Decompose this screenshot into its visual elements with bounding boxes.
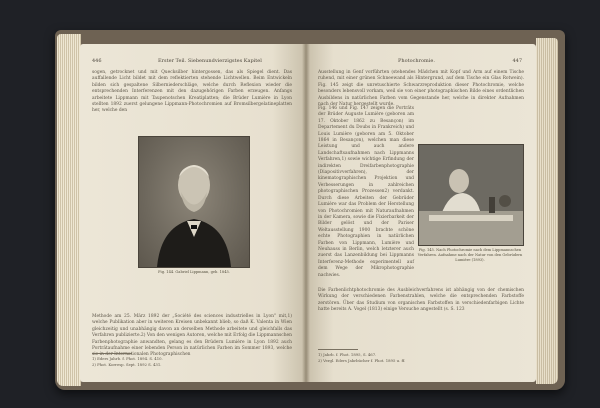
page-edges-right (536, 38, 558, 384)
left-page (80, 44, 306, 382)
paragraph: Methode am 25. März 1892 der „Société des sciences industrielles in Lyon" mit,1) welche Publikation aber in weiteren Kreisen unbekannt blieb, so daß K. Valenta in Wien gleichzeitig und unabhängig davon an derselben Methode arbeitete und gleichfalls das Verfahren publizierte.2) Von den wenigen Autoren, welche mit Erfolg die Lippmannschen Farbenphotographie anwandten, gelang es den Brüdern Lumière in Lyon 1892 auch Porträtaufnahme einer lebenden Person in natürlichen Farben im Sommer 1893, welche sie in der Internationalen Photographischen (92, 314, 292, 358)
scene-illustration (419, 145, 523, 245)
portrait-photo-lippmann (138, 136, 250, 268)
right-page (306, 44, 536, 382)
page-number-left: 446 (92, 58, 102, 64)
portrait-illustration (139, 137, 249, 267)
paragraph: Fig. 146 und Fig. 147 zeigen die Porträts der Brüder Auguste Lumière (geboren am 17. Oktober 1862 zu Besançon) im Departement du Doubs in Frankreich) und Louis Lumière (geboren am 5. Oktober 1864 in Besançon), welchen man diese Leistung und auch andere Landschaftsaufnahmen nach Lippmanns Verfahren,1) sowie wichtige Erfindung der indirekten Dreifarbenphotographie (Diapositivverfahren), der kinematographischen Projektion und Verbesserungen in zahlreichen photographischen Prozessen2) verdankt. Durch diese Arbeiten der Gebrüder Lumière war das Problem der Herstellung von Photochromien mit Naturaufnahmen in der Kamera, sowie die Fixierbarkeit der Bilder gelöst und der Pariser Weltausstellung 1900 brachte schöne echte Photographien in natürlichen Farben von Lippmann, Lumière und Neuhauss in Berlin, welch letzterer auch zuerst das Lanzenbildung bei Lippmanns Interferenz-Methode experimentell auf dem Wege der Mikrophotographie nachwies. (318, 106, 414, 278)
paragraph: Die Farbenlichtphotochromie des Ausbleichverfahrens ist abhängig von der chemischen Wirkung der verschiedenen Farbenstrahlen, welche die entsprechenden Farbstoffe zerstören. Über das Studium von organischen Farbstoffen in verschiedenfarbigen Lichte hatte bereits A. Vogel (1813) einige Versuche angestellt (s. S. 123 (318, 288, 524, 313)
paragraph: sogen, getrocknet und mit Quecksilber hintergossen, das als Spiegel dient. Das auffallende Licht bildet mit dem reflektierten stehende Lichtwellen. Beim Entwickeln bilden sich gespaltene Silberniederschläge, welche durch Reflexion wieder die entsprechenden Interferenzen mit den dazugehörigen Farben erzeugen. Anfangs arbeitete Lippmann mit Taupenotschen Kreatiplatten; die Brüder Lumière in Lyon stellten 1892 zuerst gelungene Lippmann-Photochromien auf Bromsilbergelatineplatten her, welche den (92, 70, 292, 114)
footnotes-right: 1) Jahrb. f. Phot. 1895, S. 467. 2) Vergl. Eders Jahrbücher f. Phot. 1895 u. ff. (318, 352, 406, 363)
body-text-top-left (92, 70, 292, 115)
page-edges-left (57, 34, 81, 386)
running-title-right: Photochromie. (398, 58, 435, 64)
photochromie-photo (418, 144, 524, 246)
paragraph: Ausstellung in Genf vorführten (stehendes Mädchen mit Kopf und Arm auf einem Tische ruhend, mit einer grünen Schneewand als Hintergrund, auf dem Tische ein Glas Rotwein). Fig. 145 zeigt die unretuschierte Schwarzreproduktion dieser Photochromie, welche besonders lebensvoll vorkam, weil sie von einer photographischen Bilde eines ordentlichen Ausbildens in natürlichen Farben vom Gegenstande her, welche in direkter Aufnahmen nach der Natur hergestellt wurde. (318, 70, 524, 108)
photo-caption-right: Fig. 145. Nach Photochromie nach dem Lippmannschen Verfahren. Aufnahme nach der Natur von den Gebrüdern Lumière (1893). (417, 248, 523, 262)
body-text-bottom-right (318, 288, 524, 314)
body-text-top-right (318, 70, 524, 108)
photo-caption-left: Fig. 144. Gabriel Lippmann, geb. 1845. (158, 270, 230, 274)
footnote-rule (92, 353, 132, 354)
book-gutter (302, 44, 310, 382)
body-text-mid-right (318, 106, 414, 279)
footnotes-left: 1) Eders Jahrb. f. Phot. 1894. S. 410. 2) Phot. Korresp. Sept. 1892 S. 431. (92, 356, 163, 367)
footnote-rule (318, 349, 358, 350)
page-number-right: 447 (512, 58, 522, 64)
running-title-left: Erster Teil. Siebenundvierzigstes Kapitel (158, 58, 262, 64)
